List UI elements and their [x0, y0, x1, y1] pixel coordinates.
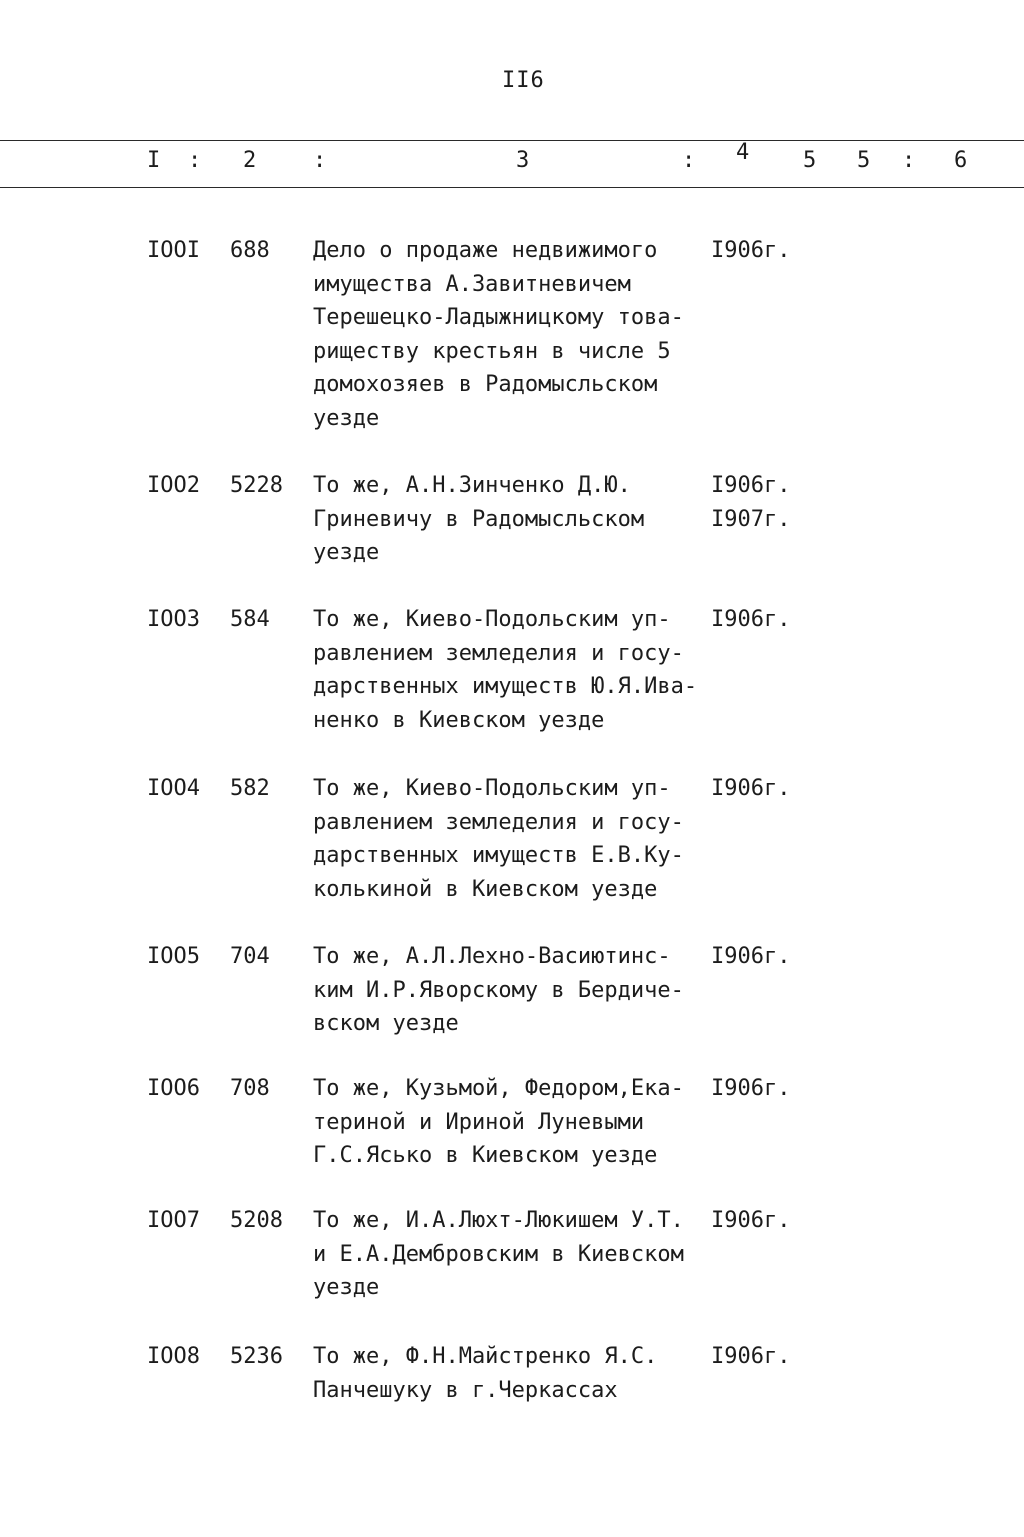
header-separator: :	[902, 148, 916, 173]
entry-description	[313, 1204, 713, 1305]
entry-description	[313, 234, 713, 436]
header-col-5: 5	[857, 148, 871, 173]
entry-years	[711, 1340, 790, 1374]
header-separator: :	[313, 148, 327, 173]
entry-year: I906г.	[711, 1076, 791, 1101]
header-col-1: I	[147, 148, 161, 173]
entry-description	[313, 603, 713, 737]
entry-year: I906г.	[711, 776, 791, 801]
description-line: и Е.А.Дембровским в Киевском	[313, 1241, 684, 1267]
entry-code: 5228	[230, 473, 283, 498]
entry-number: IOO8	[147, 1344, 200, 1369]
description-line: То же, Ф.Н.Майстренко Я.С.	[313, 1344, 658, 1369]
description-line: Гриневичу в Радомысльском	[313, 506, 645, 532]
entry-code: 688	[230, 238, 270, 263]
entry-number: IOO2	[147, 473, 200, 498]
header-col-2: 2	[243, 148, 257, 173]
description-line: колькиной в Киевском уезде	[313, 876, 658, 902]
entry-number: IOO6	[147, 1076, 200, 1101]
description-line: То же, А.Н.Зинченко Д.Ю.	[313, 473, 631, 498]
entry-code: 584	[230, 607, 270, 632]
entry-description	[313, 469, 713, 570]
description-line: ненко в Киевском уезде	[313, 707, 605, 733]
entry-year: I906г.	[711, 944, 791, 969]
entry-code: 582	[230, 776, 270, 801]
header-col-4: 4	[736, 140, 750, 165]
header-bottom-rule	[0, 187, 1024, 188]
description-line: уезде	[313, 1275, 380, 1301]
description-line: вском уезде	[313, 1011, 459, 1037]
entry-year: I906г.	[711, 607, 791, 632]
entry-years	[711, 1072, 790, 1106]
entry-year: I907г.	[711, 506, 791, 532]
description-line: уезде	[313, 405, 380, 431]
entry-code: 704	[230, 944, 270, 969]
description-line: риществу крестьян в числе 5	[313, 338, 671, 364]
description-line: То же, Кузьмой, Федором,Ека-	[313, 1076, 684, 1101]
description-line: То же, Киево-Подольским уп-	[313, 607, 671, 632]
header-col-5: 5	[803, 148, 817, 173]
header-separator: :	[188, 148, 202, 173]
entry-years	[711, 234, 790, 268]
entry-year: I906г.	[711, 238, 791, 263]
description-line: равлением земледелия и госу-	[313, 809, 684, 835]
entry-years	[711, 772, 790, 806]
entry-number: IOO4	[147, 776, 200, 801]
header-top-rule	[0, 140, 1024, 141]
entry-years	[711, 469, 790, 536]
description-line: дарственных имуществ Ю.Я.Ива-	[313, 674, 698, 700]
description-line: домохозяев в Радомысльском	[313, 372, 658, 398]
entry-years	[711, 603, 790, 637]
entry-year: I906г.	[711, 1208, 791, 1233]
description-line: Дело о продаже недвижимого	[313, 238, 658, 263]
description-line: То же, И.А.Люхт-Люкишем У.Т.	[313, 1208, 684, 1233]
description-line: уезде	[313, 540, 380, 566]
entry-code: 5236	[230, 1344, 283, 1369]
entry-description	[313, 1072, 713, 1173]
entry-description	[313, 940, 713, 1041]
entry-code: 5208	[230, 1208, 283, 1233]
entry-number: IOO5	[147, 944, 200, 969]
description-line: ким И.Р.Яворскому в Бердиче-	[313, 977, 684, 1003]
description-line: Г.С.Ясько в Киевском уезде	[313, 1143, 658, 1169]
page-number: II6	[502, 68, 545, 93]
entry-number: IOOI	[147, 238, 200, 263]
entry-year: I906г.	[711, 1344, 791, 1369]
description-line: Панчешуку в г.Черкассах	[313, 1377, 618, 1403]
entry-number: IOO3	[147, 607, 200, 632]
entry-years	[711, 940, 790, 974]
description-line: Терешецко-Ладыжницкому това-	[313, 305, 684, 331]
entry-number: IOO7	[147, 1208, 200, 1233]
header-separator: :	[682, 148, 696, 173]
description-line: равлением земледелия и госу-	[313, 640, 684, 666]
header-col-3: 3	[516, 148, 530, 173]
description-line: То же, А.Л.Лехно-Васиютинс-	[313, 944, 671, 969]
entry-description	[313, 1340, 713, 1407]
entry-years	[711, 1204, 790, 1238]
description-line: дарственных имуществ Е.В.Ку-	[313, 843, 684, 869]
description-line: То же, Киево-Подольским уп-	[313, 776, 671, 801]
description-line: териной и Ириной Луневыми	[313, 1109, 645, 1135]
entry-year: I906г.	[711, 473, 791, 498]
entry-code: 708	[230, 1076, 270, 1101]
description-line: имущества А.Завитневичем	[313, 271, 631, 297]
entry-description	[313, 772, 713, 906]
header-col-6: 6	[954, 148, 968, 173]
